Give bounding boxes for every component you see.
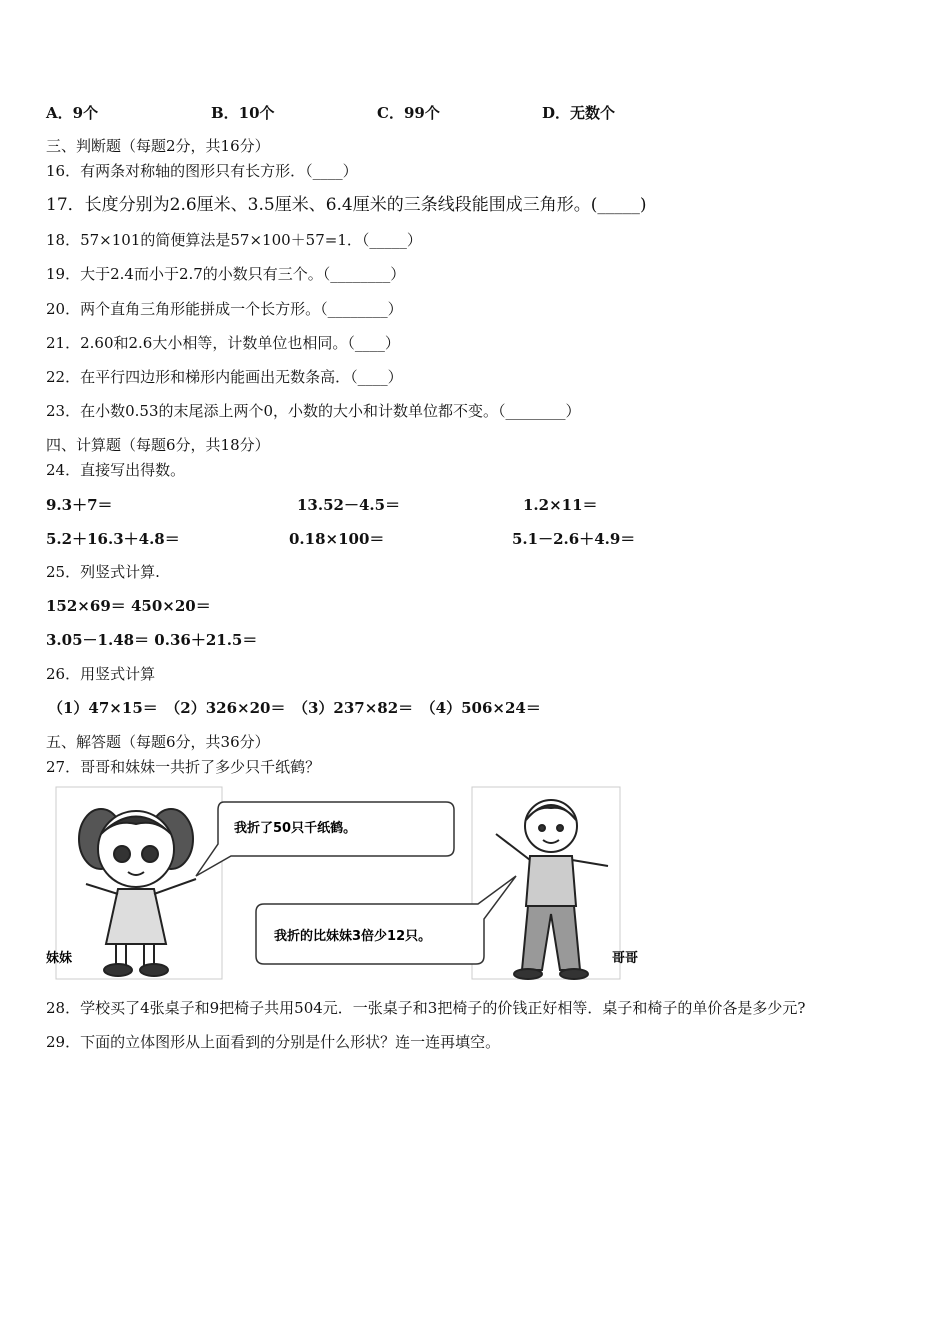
- label-girl: 妹妹: [46, 951, 73, 966]
- calc-item: 13.52－4.5＝: [297, 496, 401, 514]
- label-boy: 哥哥: [612, 951, 639, 966]
- question-23: 23．在小数0.53的末尾添上两个0，小数的大小和计数单位都不变。（________）: [46, 402, 581, 420]
- section3-title: 三、判断题（每题2分，共16分）: [46, 137, 270, 155]
- bubble-bottom-text: 我折的比妹妹3倍少12只。: [274, 929, 432, 944]
- calc-item: 5.1－2.6＋4.9＝: [512, 530, 636, 548]
- option-b: B．10个: [211, 104, 275, 122]
- calc-item: 9.3＋7＝: [46, 496, 113, 514]
- crane-illustration: [46, 784, 646, 984]
- illustration-svg: [46, 784, 646, 984]
- section5-title: 五、解答题（每题6分，共36分）: [46, 733, 270, 751]
- speech-bubble-top: [196, 802, 454, 876]
- calc-item: 0.18×100＝: [289, 530, 385, 548]
- question-18: 18．57×101的简便算法是57×100＋57=1．（_____）: [46, 231, 422, 249]
- q26-line: （1）47×15＝ （2）326×20＝ （3）237×82＝ （4）506×24＝: [48, 699, 541, 717]
- calc-item: 1.2×11＝: [523, 496, 598, 514]
- question-24: 24．直接写出得数。: [46, 461, 186, 479]
- question-22: 22．在平行四边形和梯形内能画出无数条高．（____）: [46, 368, 403, 386]
- question-17: 17．长度分别为2.6厘米、3.5厘米、6.4厘米的三条线段能围成三角形。(_____): [46, 195, 647, 215]
- question-28: 28．学校买了4张桌子和9把椅子共用504元．一张桌子和3把椅子的价钱正好相等．桌子和椅子的单价各是多少元?: [46, 999, 806, 1017]
- question-20: 20．两个直角三角形能拼成一个长方形。（________）: [46, 300, 403, 318]
- bubble-top-text: 我折了50只千纸鹤。: [234, 821, 357, 836]
- q25-line-2: 3.05－1.48＝ 0.36＋21.5＝: [46, 631, 258, 649]
- question-19: 19．大于2.4而小于2.7的小数只有三个。（________）: [46, 265, 406, 283]
- boy-figure: [496, 800, 608, 979]
- question-21: 21．2.60和2.6大小相等，计数单位也相同。（____）: [46, 334, 400, 352]
- speech-bubble-bottom: [256, 876, 516, 964]
- question-29: 29．下面的立体图形从上面看到的分别是什么形状？连一连再填空。: [46, 1033, 501, 1051]
- calc-item: 5.2＋16.3＋4.8＝: [46, 530, 180, 548]
- q25-line-1: 152×69＝ 450×20＝: [46, 597, 211, 615]
- question-26: 26．用竖式计算: [46, 665, 156, 683]
- question-25: 25．列竖式计算.: [46, 563, 160, 581]
- girl-figure: [79, 809, 196, 976]
- option-d: D．无数个: [542, 104, 616, 122]
- option-c: C．99个: [377, 104, 440, 122]
- option-a: A．9个: [46, 104, 99, 122]
- question-27: 27．哥哥和妹妹一共折了多少只千纸鹤？: [46, 758, 321, 776]
- question-16: 16．有两条对称轴的图形只有长方形．（____）: [46, 162, 358, 180]
- section4-title: 四、计算题（每题6分，共18分）: [46, 436, 270, 454]
